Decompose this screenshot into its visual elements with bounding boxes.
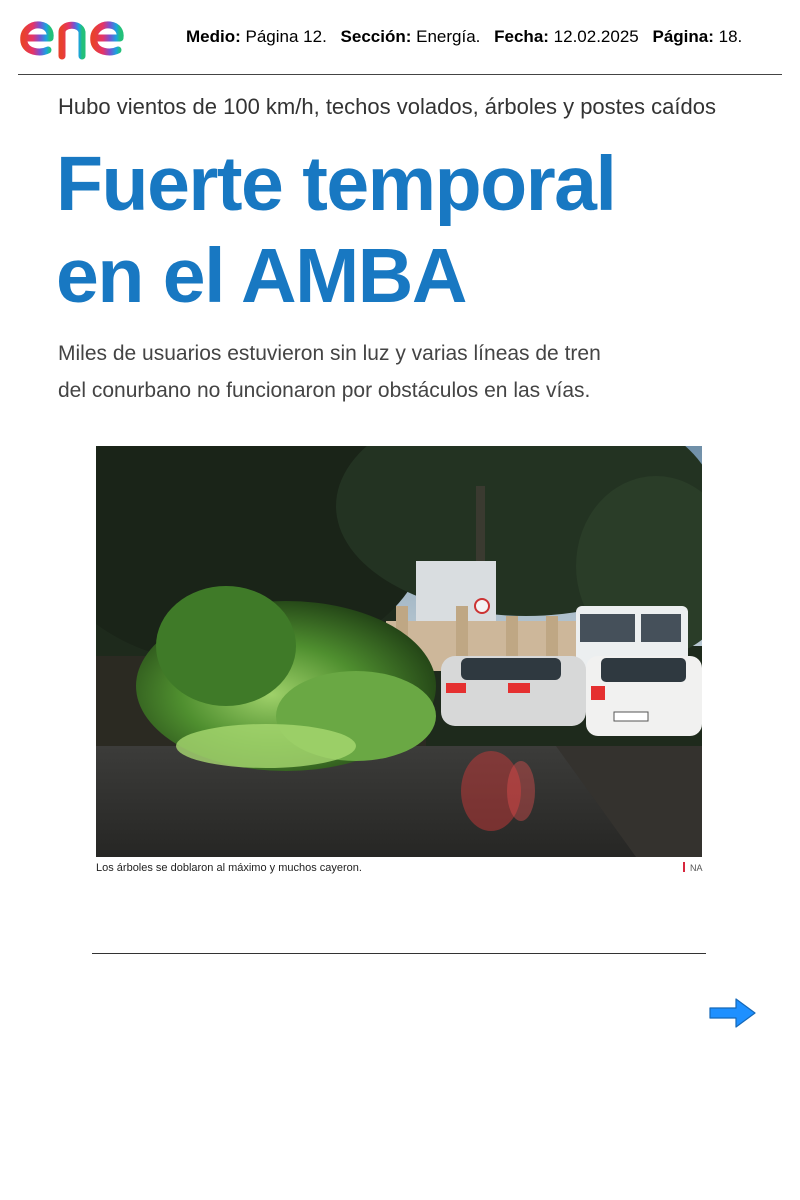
article-photo bbox=[96, 446, 702, 857]
deck-line-1: Miles de usuarios estuvieron sin luz y varias líneas de tren bbox=[58, 342, 601, 365]
document-header bbox=[18, 8, 782, 74]
header-divider bbox=[18, 74, 782, 75]
arrow-right-icon[interactable] bbox=[706, 996, 758, 1030]
article-deck bbox=[58, 335, 678, 409]
headline-line-2: en el AMBA bbox=[56, 233, 466, 319]
pagina-value: 18. bbox=[718, 27, 743, 46]
medio-value: Página 12. bbox=[245, 27, 327, 46]
seccion-value: Energía. bbox=[416, 27, 481, 46]
fecha-label: Fecha: bbox=[494, 27, 549, 46]
pagina-label: Página: bbox=[652, 27, 714, 46]
fecha-value: 12.02.2025 bbox=[553, 27, 639, 46]
photo-credit-text: NA bbox=[690, 863, 703, 873]
storm-scene-illustration bbox=[96, 446, 702, 857]
article-end-divider bbox=[92, 953, 706, 954]
medio-label: Medio: bbox=[186, 27, 241, 46]
photo-caption: Los árboles se doblaron al máximo y muchos cayeron. bbox=[96, 862, 362, 874]
headline-line-1: Fuerte temporal bbox=[56, 141, 616, 227]
credit-marker bbox=[683, 862, 685, 872]
article-headline bbox=[56, 138, 776, 322]
source-metadata bbox=[186, 27, 742, 47]
seccion-label: Sección: bbox=[340, 27, 412, 46]
enel-logo bbox=[18, 10, 170, 68]
article-kicker: Hubo vientos de 100 km/h, techos volados, árboles y postes caídos bbox=[58, 94, 716, 119]
photo-credit bbox=[683, 862, 703, 873]
deck-line-2: del conurbano no funcionaron por obstáculos en las vías. bbox=[58, 379, 591, 402]
